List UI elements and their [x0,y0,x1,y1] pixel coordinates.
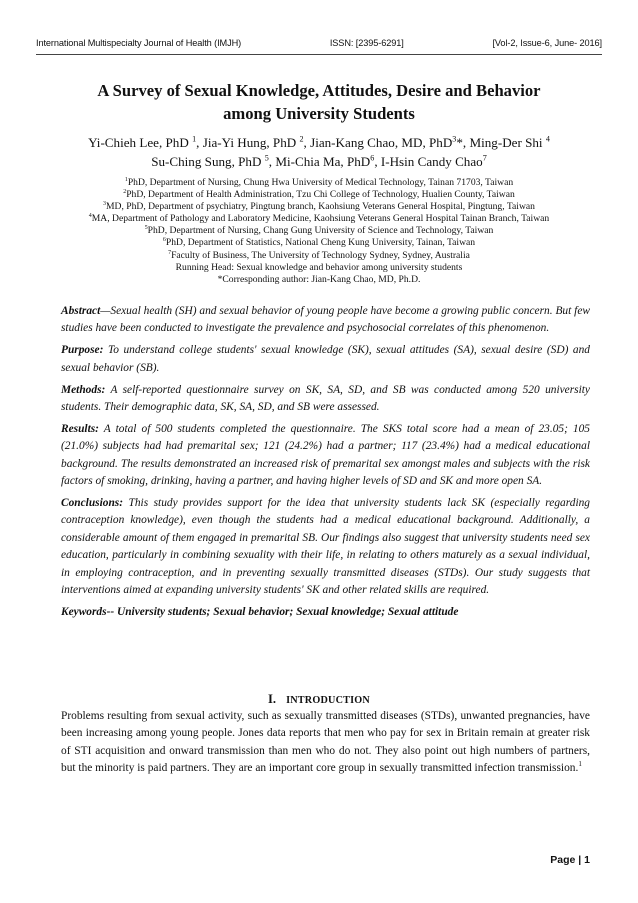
affiliation: $^7$Faculty of Business, The University of Technology Sydney, Sydney, Australia [168,249,470,261]
issn: ISSN: [2395-6291] [329,38,404,48]
running-head: Running Head: Sexual knowledge and behavior among university students [175,261,463,273]
affiliation: $^1$PhD, Department of Nursing, Chung Hwa University of Medical Technology, Tainan 71703, Taiwan [124,176,514,188]
journal-name: International Multispecialty Journal of Health (IMJH) [36,38,242,48]
affiliations [36,177,602,286]
title-line-1: A Survey of Sexual Knowledge, Attitudes, Desire and Behavior [97,81,541,100]
title-line-2: among University Students [223,104,415,123]
author-line-1: Yi-Chieh Lee, PhD $^1$, Jia-Yi Hung, PhD $^2$, Jian-Kang Chao, MD, PhD$^3$*, Ming-Der Shi $^4$ [88,134,550,150]
affiliation: $^5$PhD, Department of Nursing, Chang Gung University of Science and Technology, Taiwan [144,225,494,237]
citation-ref: 1 [578,760,582,769]
corresponding-author: *Corresponding author: Jian-Kang Chao, MD, Ph.D. [217,273,421,285]
running-header [36,38,602,48]
section-title: INTRODUCTION [286,695,370,706]
introduction-paragraph: Problems resulting from sexual activity, such as sexually transmitted diseases (STDs), unwanted pregnancies, have been increasing among young people. Jones data reports that men who pay for sex in Britain remain at greater risk of STI acquisition and onward transmission than men who do not. They also point out high numbers of partners, but the minority is paid partners. They are an important core group in sexually transmitted infection transmission.$^1$ [61,710,590,775]
affiliation: $^2$PhD, Department of Health Administration, Tzu Chi College of Technology, Hualien County, Taiwan [123,188,515,201]
author-line-2: Su-Ching Sung, PhD $^5$, Mi-Chia Ma, PhD$^6$, I-Hsin Candy Chao$^7$ [151,153,487,169]
affiliation: $^3$MD, PhD, Department of psychiatry, Pingtung branch, Kaohsiung Veterans General Hospital, Pingtung, Taiwan [103,201,535,213]
section-heading [0,692,638,707]
header-rule [36,54,602,55]
abstract-intro: Abstract—Sexual health (SH) and sexual behavior of young people have become a growing public concern. But few studies have been conducted to investigate the prevalence and psychosocial correlates of this phenomenon. [61,305,590,335]
page-number: Page | 1 [550,854,590,866]
author-list [40,133,598,171]
affiliation: $^6$PhD, Department of Statistics, National Cheng Kung University, Tainan, Taiwan [162,237,476,249]
abstract-results: Results: A total of 500 students completed the questionnaire. The SKS total score had a mean of 23.05; 105 (21.0%) subjects had had premarital sex; 121 (24.2%) had a partner; 117 (23.4%) had a medical educational background. The results demonstrated an increased risk of premarital sex amongst males and subjects with the risk factors of smoking, drinking, having a partner, and having higher levels of SD and SK and more open SA. [61,422,590,488]
keywords: Keywords-- University students; Sexual behavior; Sexual knowledge; Sexual attitude [61,606,459,618]
section-number: I. [268,692,277,706]
abstract-methods: Methods: A self-reported questionnaire survey on SK, SA, SD, and SB was conducted among 520 university students. Their demographic data, SK, SA, SD, and SB were assessed. [61,383,590,414]
paper-title [48,79,590,125]
abstract-conclusions: Conclusions: This study provides support for the idea that university students lack SK (especially regarding contraception knowledge), even though the students had a medical educational background. Additionally, a considerable amount of them engaged in premarital SB. Our findings also suggest that university students need sex education, particularly in combining sexuality with their life, in relating to others maturely as a sexual individual, in employing contraception, and in preventing sexually transmitted diseases (STDs). Our study suggests that interventions aimed at expanding university students' SK and other related skills are required. [61,497,590,597]
abstract-purpose: Purpose: To understand college students' sexual knowledge (SK), sexual attitudes (SA), sexual desire (SD) and sexual behavior (SB). [61,344,590,374]
affiliation: $^4$MA, Department of Pathology and Laboratory Medicine, Kaohsiung Veterans General Hospital Tainan Branch, Taiwan [88,213,550,225]
abstract [61,303,590,626]
volume-issue: [Vol-2, Issue-6, June- 2016] [492,38,602,48]
